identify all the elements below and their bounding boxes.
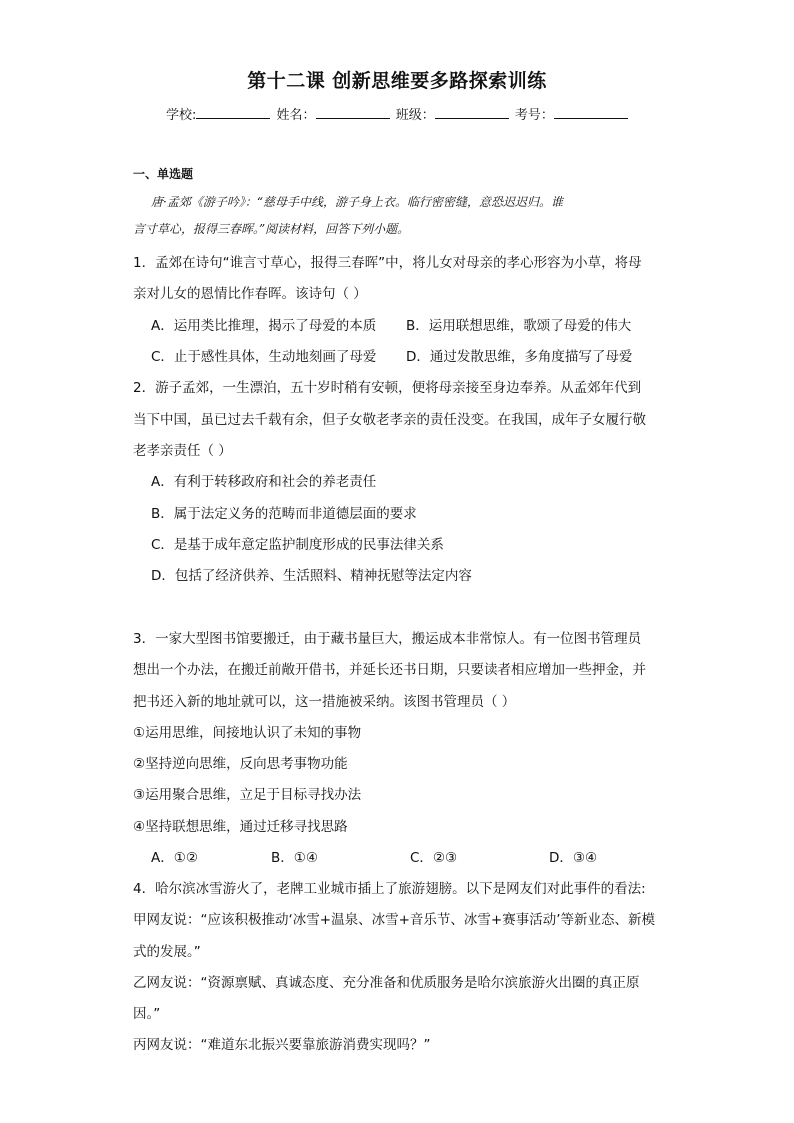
q3-option-c[interactable]: C．②③ [410, 850, 458, 866]
exam-no-blank[interactable] [554, 106, 628, 119]
q1-stem-line-2: 亲对儿女的恩情比作春晖。该诗句（ ） [133, 286, 367, 302]
q4-stem-line-5: 因。” [133, 1006, 161, 1022]
q2-option-c[interactable]: C．是基于成年意定监护制度形成的民事法律关系 [151, 537, 444, 553]
exam-no-label: 考号： [514, 108, 554, 123]
q4-stem-line-3: 式的发展。” [133, 944, 201, 960]
q3-statement-3: ③运用聚合思维，立足于目标寻找办法 [133, 787, 362, 803]
material-line-1: 唐·孟郊《游子吟》：“慈母手中线，游子身上衣。临行密密缝，意恐迟迟归。谁 [151, 195, 563, 209]
q2-stem-line-1: 2．游子孟郊，一生漂泊，五十岁时稍有安顿，便将母亲接至身边奉养。从孟郊年代到 [133, 380, 642, 396]
q4-stem-line-4: 乙网友说：“资源禀赋、真诚态度、充分准备和优质服务是哈尔滨旅游火出圈的真正原 [133, 975, 640, 991]
class-label: 班级： [395, 108, 435, 123]
q3-statement-1: ①运用思维，间接地认识了未知的事物 [133, 725, 362, 741]
q2-stem-line-2: 当下中国，虽已过去千载有余，但子女敬老孝亲的责任没变。在我国，成年子女履行敬 [133, 412, 646, 428]
q3-stem-line-3: 把书还入新的地址就可以，这一措施被采纳。该图书管理员（ ） [133, 694, 516, 710]
school-label: 学校: [166, 108, 197, 123]
q2-stem-line-3: 老孝亲责任（ ） [133, 443, 232, 459]
material-line-2: 言寸草心，报得三春晖。”阅读材料，回答下列小题。 [133, 222, 410, 236]
q1-option-b[interactable]: B．运用联想思维，歌颂了母爱的伟大 [406, 318, 632, 334]
q3-statement-4: ④坚持联想思维，通过迁移寻找思路 [133, 819, 348, 835]
student-info-row [166, 104, 630, 123]
q1-stem-line-1: 1．孟郊在诗句“谁言寸草心，报得三春晖”中，将儿女对母亲的孝心形容为小草，将母 [133, 255, 642, 271]
name-label: 姓名： [276, 108, 316, 123]
q4-stem-line-6: 丙网友说：“难道东北振兴要靠旅游消费实现吗？” [133, 1037, 431, 1053]
school-blank[interactable] [196, 106, 270, 119]
class-blank[interactable] [435, 106, 509, 119]
q1-option-a[interactable]: A．运用类比推理，揭示了母爱的本质 [151, 318, 377, 334]
name-blank[interactable] [316, 106, 390, 119]
q3-option-b[interactable]: B．①④ [271, 850, 318, 866]
q3-stem-line-2: 想出一个办法，在搬迁前敞开借书，并延长还书日期，只要读者相应增加一些押金，并 [133, 662, 646, 678]
q3-option-d[interactable]: D．③④ [549, 850, 598, 866]
q3-option-a[interactable]: A．①② [151, 850, 198, 866]
q2-option-d[interactable]: D．包括了经济供养、生活照料、精神抚慰等法定内容 [151, 568, 472, 584]
q3-stem-line-1: 3．一家大型图书馆要搬迁，由于藏书量巨大，搬运成本非常惊人。有一位图书管理员 [133, 631, 642, 647]
section-heading: 一、单选题 [133, 167, 194, 181]
q2-option-b[interactable]: B．属于法定义务的范畴而非道德层面的要求 [151, 506, 417, 522]
q4-stem-line-2: 甲网友说：“应该积极推动‘冰雪+温泉、冰雪+音乐节、冰雪+赛事活动’等新业态、新模 [133, 912, 656, 928]
q1-option-c[interactable]: C．止于感性具体，生动地刻画了母爱 [151, 349, 377, 365]
q4-stem-line-1: 4．哈尔滨冰雪游火了，老牌工业城市插上了旅游翅膀。以下是网友们对此事件的看法: [133, 881, 646, 897]
q3-statement-2: ②坚持逆向思维，反向思考事物功能 [133, 756, 348, 772]
q1-option-d[interactable]: D．通过发散思维，多角度描写了母爱 [406, 349, 633, 365]
q2-option-a[interactable]: A．有利于转移政府和社会的养老责任 [151, 474, 377, 490]
page-title: 第十二课 创新思维要多路探索训练 [247, 70, 547, 92]
